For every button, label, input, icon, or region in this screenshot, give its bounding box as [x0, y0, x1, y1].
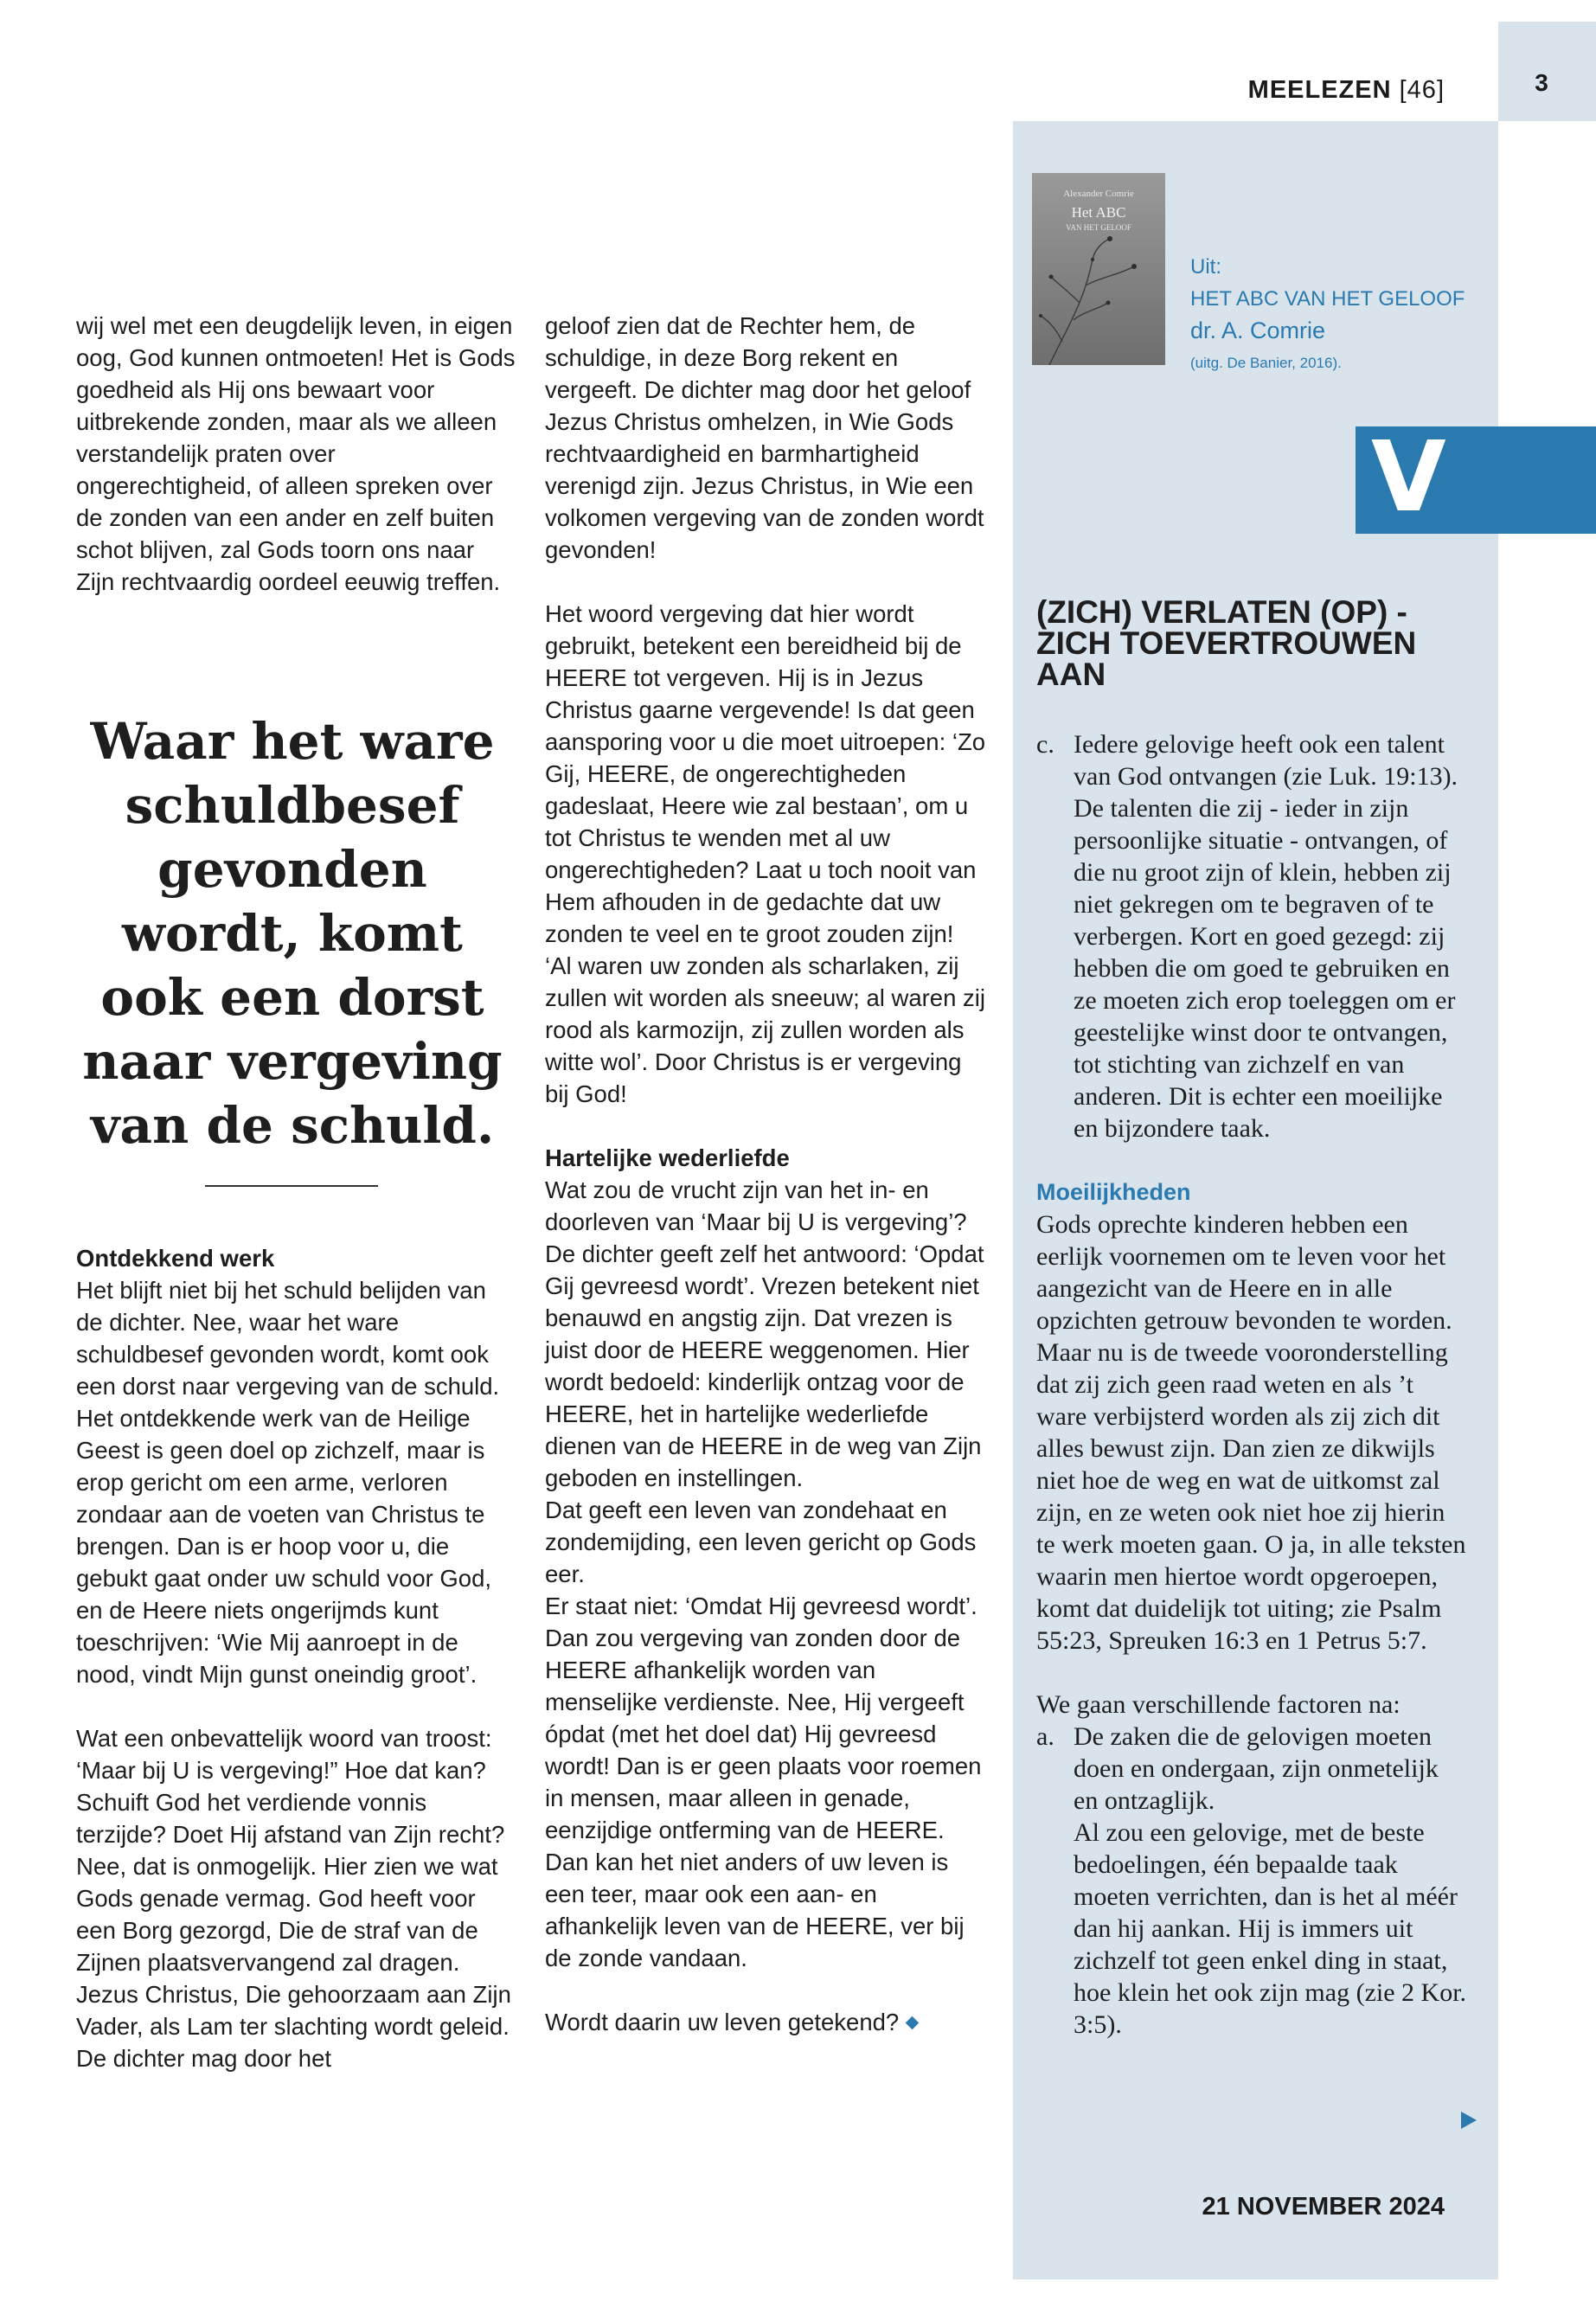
list-item-c: [1036, 728, 1469, 1144]
letter: V: [1371, 421, 1446, 534]
page-number: 3: [1535, 69, 1548, 96]
list-text-part: Al zou een gelovige, met de beste bedoelingen, één bepaalde taak moeten verrichten, dan is het al méér dan hij aankan. Hij is immers uit zichzelf tot geen enkel ding in staat, hoe klein het ook zijn mag (zie 2 Kor. 3:5).: [1074, 1818, 1467, 2039]
cover-title: Het ABC: [1071, 204, 1126, 221]
issue-number: [46]: [1399, 76, 1445, 104]
closing-line: [545, 2006, 986, 2038]
book-cover: [1032, 173, 1165, 365]
subheading-moeilijkheden: Moeilijkheden: [1036, 1179, 1191, 1205]
end-mark-icon: [906, 2016, 920, 2030]
sidebar-body: [1036, 728, 1469, 2041]
subheading-hartelijke-wederliefde: [545, 1142, 986, 1174]
subheading: Ontdekkend werk: [76, 1245, 275, 1272]
paragraph: geloof zien dat de Rechter hem, de schuldige, in deze Borg rekent en vergeeft. De dichter mag door het geloof Jezus Christus omhelzen, in Wie Gods rechtvaardigheid en barmhartigheid verenigd zijn. Jezus Christus, in Wie een volkomen vergeving van de zonden wordt gevonden!: [545, 312, 984, 563]
list-label: a.: [1036, 1722, 1054, 1751]
cover-art: [1032, 173, 1165, 365]
column-2: [545, 310, 986, 2038]
divider: [205, 1185, 378, 1187]
section-name: MEELEZEN: [1247, 76, 1392, 104]
list-item-a: [1036, 1721, 1469, 2041]
list-label: c.: [1036, 730, 1054, 759]
paragraph: Dat geeft een leven van zondehaat en zondemijding, een leven gericht op Gods eer.: [545, 1497, 977, 1587]
pull-quote: Waar het ware schuldbesef gevonden wordt, komt ook een dorst naar vergeving van de schuld.: [82, 712, 503, 1155]
list-text: [1074, 1721, 1469, 2041]
source-title: HET ABC VAN HET GELOOF: [1190, 287, 1465, 311]
source-publisher: (uitg. De Banier, 2016).: [1190, 355, 1342, 371]
paragraph: Er staat niet: ‘Omdat Hij gevreesd wordt’. Dan zou vergeving van zonden door de HEERE afhankelijk worden van menselijke verdienste. Nee, Hij vergeeft ópdat (met het doel dat) Hij gevreesd wordt! Dan is er geen plaats voor roemen in mensen, maar alleen in genade, eenzijdige ontferming van de HEERE. Dan kan het niet anders of uw leven is een teer, maar ook een aan- en afhankelijk leven van de HEERE, ver bij de zonde vandaan.: [545, 1593, 982, 1971]
issue-date: 21 NOVEMBER 2024: [1202, 2193, 1445, 2221]
column-1-bottom: [76, 1242, 517, 2074]
running-head: [1248, 76, 1445, 105]
paragraph: Het woord vergeving dat hier wordt gebruikt, betekent een bereidheid bij de HEERE tot vergeven. Hij is in Jezus Christus gaarne vergevende! Is dat geen aansporing voor u die moet uitroepen: ‘Zo Gij, HEERE, de ongerechtigheden gadeslaat, Heere wie zal bestaan’, om u tot Christus te wenden met al uw ongerechtigheden? Laat u toch nooit van Hem afhouden in de gedachte dat uw zonden te veel en te groot zouden zijn! ‘Al waren uw zonden als scharlaken, zij zullen wit worden als sneeuw; al waren zij rood als karmozijn, zij zullen worden als witte wol’. Door Christus is er vergeving bij God!: [545, 600, 986, 1107]
source-author: dr. A. Comrie: [1190, 317, 1326, 343]
paragraph: Het blijft niet bij het schuld belijden van de dichter. Nee, waar het ware schuldbesef gevonden wordt, komt ook een dorst naar vergeving van de schuld. Het ontdekkende werk van de Heilige Geest is geen doel op zichzelf, maar is erop gericht om een arme, verloren zondaar aan de voeten van Christus te brengen. Dan is er hoop voor u, die gebukt gaat onder uw schuld voor God, en de Heere niets ongerijmds kunt toeschrijven: ‘Wie Mij aanroept in de nood, vindt Mijn gunst oneindig groot’.: [76, 1277, 500, 1688]
paragraph: Wat een onbevattelijk woord van troost: ‘Maar bij U is vergeving!” Hoe dat kan? Schuift God het verdiende vonnis terzijde? Doet Hij afstand van Zijn recht? Nee, dat is onmogelijk. Hier zien we wat Gods genade vermag. God heeft voor een Borg gezorgd, Die de straf van de Zijnen plaatsvervangend zal dragen. Jezus Christus, Die gehoorzaam aan Zijn Vader, als Lam ter slachting wordt geleid. De dichter mag door het: [76, 1725, 511, 2072]
column-1-top: [76, 310, 517, 598]
letter-tab: [1356, 421, 1596, 534]
continue-arrow-icon: [1461, 2112, 1477, 2129]
list-text: Iedere gelovige heeft ook een talent van God ontvangen (zie Luk. 19:13). De talenten die zij - ieder in zijn persoonlijke situatie - ontvangen, of die nu groot zijn of klein, hebben zij niet gekregen om te begraven of te verbergen. Kort en goed gezegd: zij hebben die om goed te gebruiken en ze moeten zich erop toeleggen om er geestelijke winst door te ontvangen, tot stichting van zichzelf en van anderen. Dit is echter een moeilijke en bijzondere taak.: [1074, 730, 1458, 1143]
paragraph: Gods oprechte kinderen hebben een eerlijk voornemen om te leven voor het aangezicht van de Heere en in alle opzichten getrouw bevonden te worden. Maar nu is de tweede vooronderstelling dat zij zich geen raad weten en als ’t ware verbijsterd worden als zij zich dit alles bewust zijn. Dan zien ze dikwijls niet hoe de weg en wat de uitkomst zal zijn, en ze weten ook niet hoe zij hierin te werk moeten gaan. O ja, in alle teksten waarin men hiertoe wordt opgeroepen, komt dat duidelijk tot uiting; zie Psalm 55:23, Spreuken 16:3 en 1 Petrus 5:7.: [1036, 1210, 1466, 1655]
subheading: Hartelijke wederliefde: [545, 1144, 790, 1171]
cover-subtitle: VAN HET GELOOF: [1066, 223, 1131, 232]
source-credit: [1190, 251, 1484, 379]
closing-question: Wordt daarin uw leven getekend?: [545, 2009, 900, 2035]
paragraph: We gaan verschillende factoren na:: [1036, 1690, 1401, 1719]
subheading-ontdekkend-werk: [76, 1242, 517, 1274]
source-label: Uit:: [1190, 255, 1221, 279]
paragraph: Wat zou de vrucht zijn van het in- en doorleven van ‘Maar bij U is vergeving’? De dichter geeft zelf het antwoord: ‘Opdat Gij gevreesd wordt’. Vrezen betekent niet benauwd en angstig zijn. Dat vrezen is juist door de HEERE weggenomen. Hier wordt bedoeld: kinderlijk ontzag voor de HEERE, het in hartelijke wederliefde dienen van de HEERE in de weg van Zijn geboden en instellingen.: [545, 1176, 984, 1491]
list-text-part: De zaken die de gelovigen moeten doen en ondergaan, zijn onmetelijk en ontzaglijk.: [1074, 1722, 1439, 1815]
paragraph: wij wel met een deugdelijk leven, in eigen oog, God kunnen ontmoeten! Het is Gods goedheid als Hij ons bewaart voor uitbrekende zonden, maar als we alleen verstandelijk praten over ongerechtigheid, of alleen spreken over de zonden van een ander en zelf buiten schot blijven, zal Gods toorn ons naar Zijn rechtvaardig oordeel eeuwig treffen.: [76, 312, 516, 595]
cover-author: Alexander Comrie: [1063, 189, 1134, 199]
sidebar-title: (ZICH) VERLATEN (OP) - ZICH TOEVERTROUWEN AAN: [1036, 594, 1417, 692]
